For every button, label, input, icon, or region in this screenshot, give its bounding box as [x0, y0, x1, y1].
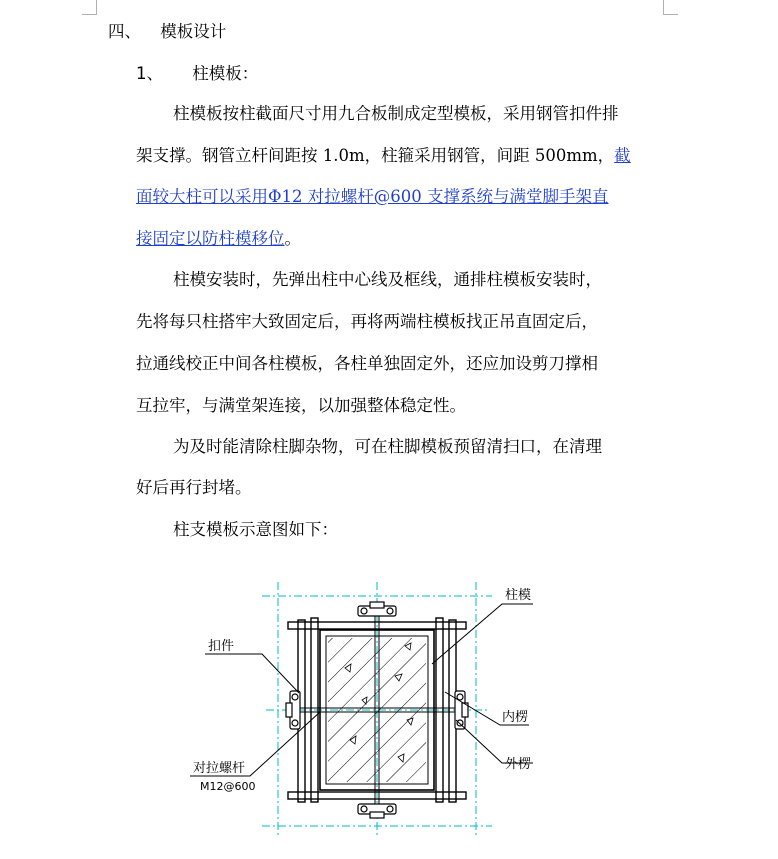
p1-link-end[interactable]: 接固定以防柱模移位 — [136, 229, 285, 248]
p1-line-2 — [136, 146, 631, 166]
section-title: 模板设计 — [160, 22, 227, 41]
label-fastener: 扣件 — [208, 639, 235, 654]
concrete-column-section — [328, 638, 426, 782]
section-heading — [108, 22, 226, 42]
p1-link-start[interactable]: 截 — [614, 146, 631, 165]
subsection-title: 柱模板： — [192, 64, 259, 83]
label-column-form: 柱模 — [505, 588, 532, 603]
p2-line-3: 拉通线校正中间各柱模板，各柱单独固定外，还应加设剪刀撑相 — [136, 354, 598, 373]
p1-line-4 — [136, 229, 301, 249]
p2-line-4: 互拉牢，与满堂架连接，以加强整体稳定性。 — [136, 396, 466, 415]
p1-link-middle[interactable]: 面较大柱可以采用Φ12 对拉螺杆@600 支撑系统与满堂脚手架直 — [136, 187, 609, 206]
p2-line-1: 柱模安装时，先弹出柱中心线及框线，通排柱模板安装时， — [173, 270, 602, 289]
column-formwork-diagram — [0, 560, 778, 859]
p1-line-4-tail: 。 — [284, 229, 301, 248]
label-outer-bracing: 外楞 — [505, 757, 532, 772]
label-tie-bolt-spec: M12@600 — [200, 780, 256, 793]
p3-line-2: 好后再行封堵。 — [136, 478, 252, 497]
p2-line-2: 先将每只柱搭牢大致固定后，再将两端柱模板找正吊直固定后， — [136, 312, 598, 331]
p3-line-1: 为及时能清除柱脚杂物，可在柱脚模板预留清扫口，在清理 — [173, 437, 602, 456]
p1-line-3 — [136, 187, 609, 207]
section-number: 四、 — [108, 22, 141, 41]
label-tie-bolt: 对拉螺杆 — [193, 761, 246, 776]
p4-line-1: 柱支模板示意图如下： — [173, 520, 338, 539]
page-corner-mark-left — [82, 0, 97, 15]
subsection-heading — [136, 64, 258, 84]
label-inner-bracing: 内楞 — [502, 710, 529, 725]
subsection-number: 1、 — [136, 64, 163, 83]
p1-line-1: 柱模板按柱截面尺寸用九合板制成定型模板，采用钢管扣件排 — [173, 104, 619, 123]
page-corner-mark-right — [663, 0, 678, 15]
p1-line-2-text: 架支撑。钢管立杆间距按 1.0m，柱箍采用钢管，间距 500mm， — [136, 146, 615, 165]
